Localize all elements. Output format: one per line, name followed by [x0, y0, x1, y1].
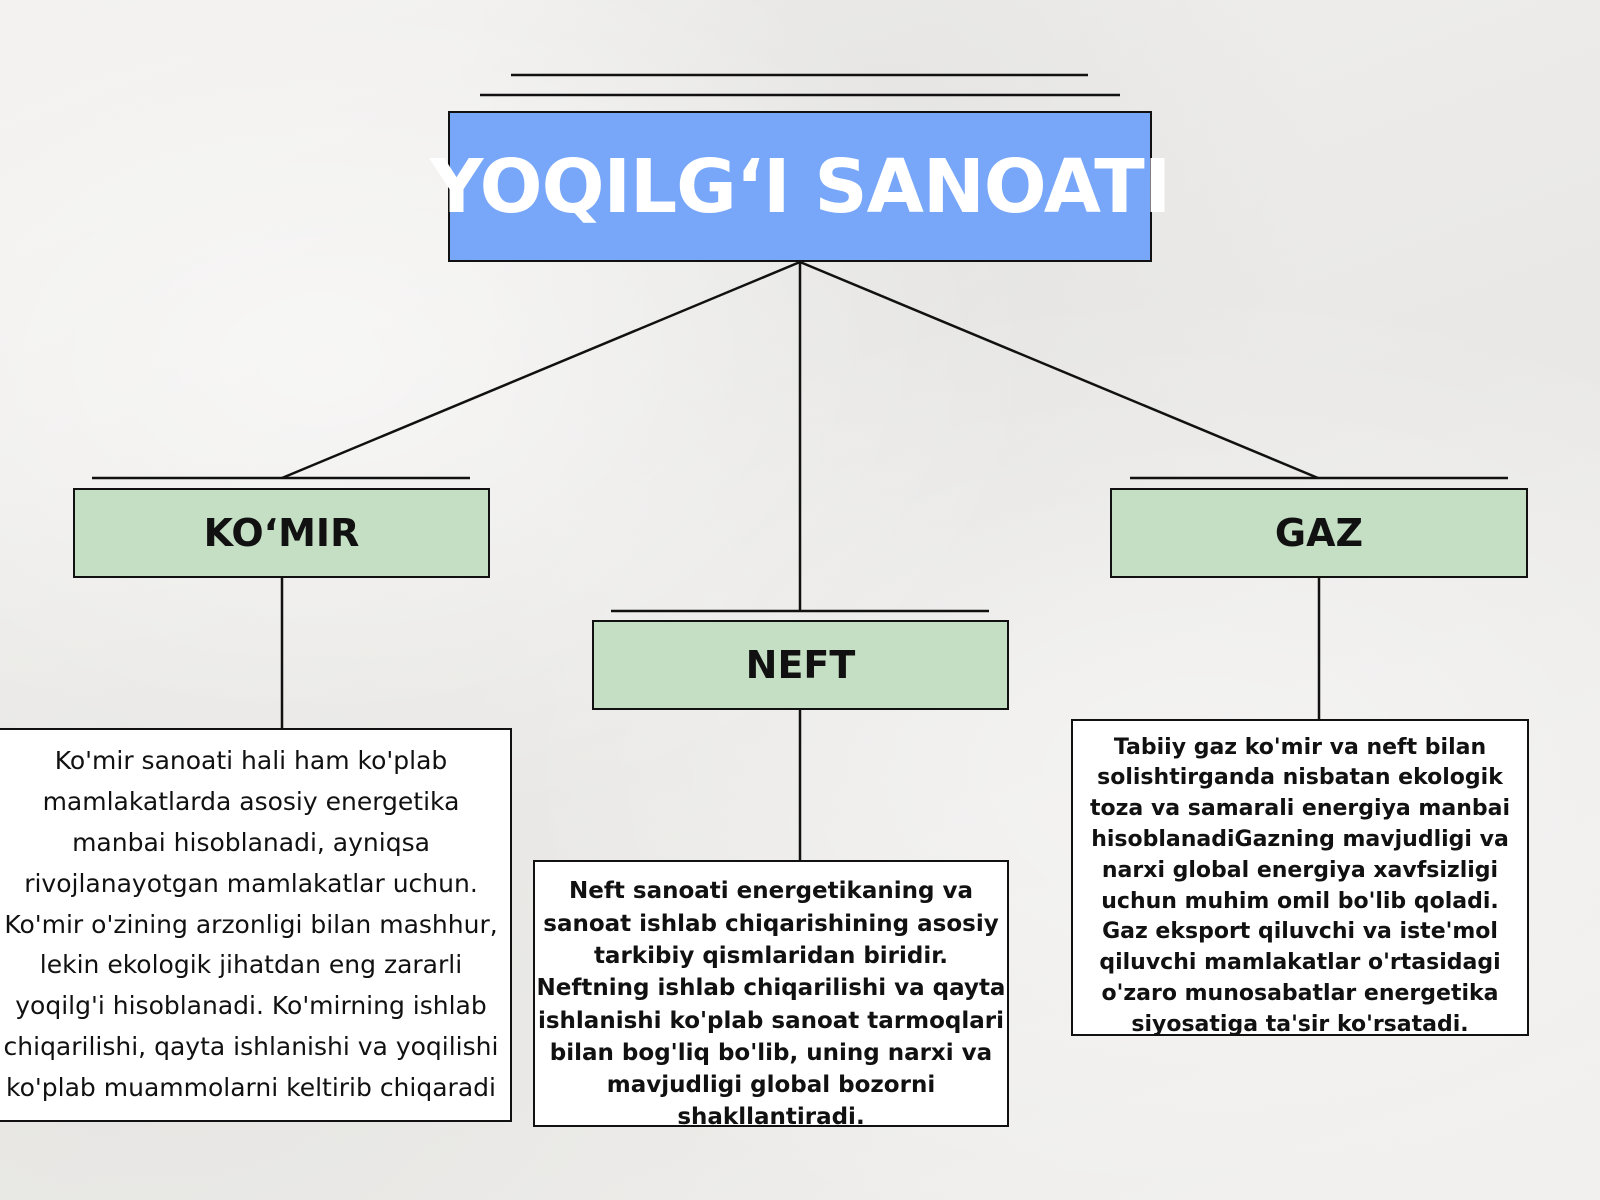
description-box-gaz: [1071, 719, 1529, 1036]
category-label-gaz: GAZ: [1274, 511, 1364, 555]
description-text-komir: Ko'mir sanoati hali ham ko'plab mamlakatlarda asosiy energetika manbai hisoblanadi, ayniqsa rivojlanayotgan mamlakatlar uchun. Ko'mir o'zining arzonligi bilan mashhur, lekin ekologik jihatdan eng zararli yoqilg'i hisoblanadi. Ko'mirning ishlab chiqarilishi, qayta ishlanishi va yoqilishi ko'plab muammolarni keltirib chiqaradi: [3, 746, 499, 1102]
diagram-title: YOQILG‘I SANOATI: [429, 143, 1171, 230]
description-box-komir: [0, 728, 512, 1122]
connector-title-gaz: [800, 262, 1318, 478]
description-box-neft: [533, 860, 1009, 1131]
category-box-gaz: [1110, 488, 1528, 578]
category-box-komir: [73, 488, 490, 578]
category-label-komir: KO‘MIR: [203, 511, 360, 555]
title-box: [429, 111, 1171, 262]
description-text-neft: Neft sanoati energetikaning va sanoat ishlab chiqarishining asosiy tarkibiy qismlaridan biridir. Neftning ishlab chiqarilishi va qayta ishlanishi ko'plab sanoat tarmoqlari bilan bog'liq bo'lib, uning narxi va mavjudligi global bozorni shakllantiradi.: [536, 878, 1006, 1131]
connector-title-komir: [282, 262, 800, 478]
category-label-neft: NEFT: [745, 643, 856, 687]
category-box-neft: [592, 620, 1009, 710]
description-text-gaz: Tabiiy gaz ko'mir va neft bilan solishtirganda nisbatan ekologik toza va samarali energiya manbai hisoblanadiGazning mavjudligi va narxi global energiya xavfsizligi uchun muhim omil bo'lib qoladi. Gaz eksport qiluvchi va iste'mol qiluvchi mamlakatlar o'rtasidagi o'zaro munosabatlar energetika siyosatiga ta'sir ko'rsatadi.: [1090, 734, 1510, 1037]
